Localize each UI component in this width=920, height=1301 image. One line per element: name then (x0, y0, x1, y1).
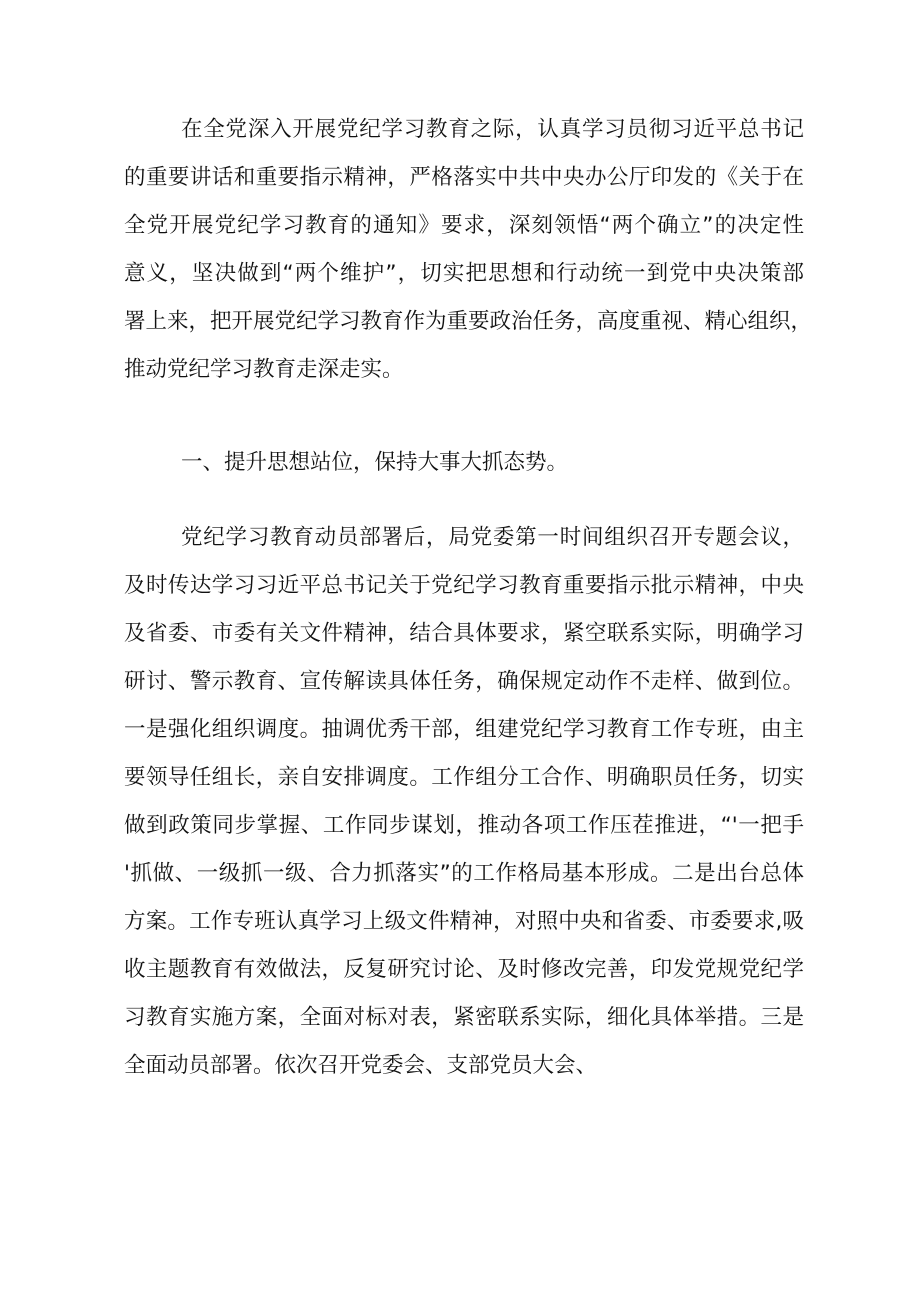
text-line: 要领导任组长，亲自安排调度。工作组分工合作、明确职员任务，切实 (124, 765, 804, 790)
text-line: 在全党深入开展党纪学习教育之际，认真学习员彻习近平总书记 (181, 117, 804, 142)
text-line: 做到政策同步掌握、工作同步谋划，推动各项工作压茬推进，“'一把手 (124, 813, 804, 838)
section-heading (124, 439, 804, 487)
text-line: 及省委、市委有关文件精神，结合具体要求，紧空联系实际，明确学习 (124, 621, 804, 646)
text-line: 全党开展党纪学习教育的通知》要求，深刻领悟“两个确立”的决定性 (124, 213, 804, 238)
text-line: 的重要讲话和重要指示精神，严格落实中共中央办公厅印发的《关于在 (124, 165, 804, 190)
text-line: 推动党纪学习教育走深走实。 (124, 357, 404, 382)
text-line: 全面动员部署。依次召开党委会、支部党员大会、 (124, 1053, 598, 1078)
text-line: '抓做、一级抓一级、合力抓落实”的工作格局基本形成。二是出台总体 (124, 861, 804, 886)
text-line: 意义，坚决做到“两个维护”，切实把思想和行动统一到党中央决策部 (124, 261, 804, 286)
text-line: 收主题教育有效做法，反复研究讨论、及时修改完善，印发党规党纪学 (124, 957, 804, 982)
text-line: 一是强化组织调度。抽调优秀干部，组建党纪学习教育工作专班，由主 (124, 717, 804, 742)
paragraph-section-one (124, 514, 804, 1090)
text-line: 方案。工作专班认真学习上级文件精神，对照中央和省委、市委要求,吸 (124, 909, 804, 934)
text-line: 研讨、警示教育、宣传解读具体任务，确保规定动作不走样、做到位。 (124, 669, 804, 694)
text-line: 及时传达学习习近平总书记关于党纪学习教育重要指示批示精神，中央 (124, 573, 804, 598)
paragraph-intro (124, 106, 813, 394)
heading-line: 一、提升思想站位，保持大事大抓态势。 (181, 450, 569, 475)
text-line: 习教育实施方案，全面对标对表，紧密联系实际，细化具体举措。三是 (124, 1005, 804, 1030)
text-line: 党纪学习教育动员部署后，局党委第一时间组织召开专题会议， (181, 525, 804, 550)
text-line: 署上来，把开展党纪学习教育作为重要政治任务，高度重视、精心组织， (124, 309, 813, 334)
